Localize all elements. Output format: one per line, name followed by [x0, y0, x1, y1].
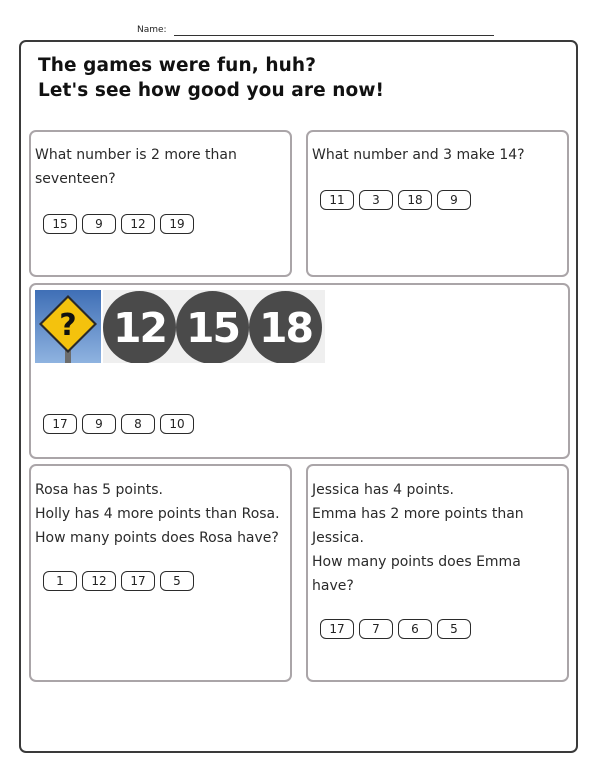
question-2-text	[312, 143, 525, 167]
answer-choice[interactable]: 17	[320, 619, 354, 639]
question-4-line: How many points does Rosa have?	[35, 530, 279, 546]
question-5-line: Emma has 2 more points than	[312, 506, 524, 522]
name-input-line[interactable]	[174, 35, 494, 36]
answer-choice[interactable]: 8	[121, 414, 155, 434]
question-3-choices	[43, 414, 194, 434]
number-sequence	[103, 290, 325, 363]
answer-choice[interactable]: 11	[320, 190, 354, 210]
question-1-choices	[43, 214, 194, 234]
question-5-text	[312, 478, 524, 598]
answer-choice[interactable]: 3	[359, 190, 393, 210]
question-5-line: How many points does Emma	[312, 554, 521, 570]
name-label: Name:	[137, 25, 167, 35]
question-4-line: Holly has 4 more points than Rosa.	[35, 506, 280, 522]
answer-choice[interactable]: 7	[359, 619, 393, 639]
answer-choice[interactable]: 15	[43, 214, 77, 234]
question-1-line: seventeen?	[35, 171, 116, 187]
question-mark-sign-icon	[35, 290, 101, 363]
answer-choice[interactable]: 17	[43, 414, 77, 434]
answer-choice[interactable]: 17	[121, 571, 155, 591]
answer-choice[interactable]: 1	[43, 571, 77, 591]
question-sign-image	[35, 290, 101, 363]
question-4-line: Rosa has 5 points.	[35, 482, 163, 498]
answer-choice[interactable]: 5	[160, 571, 194, 591]
question-5-choices	[320, 619, 471, 639]
svg-text:?: ?	[59, 308, 77, 343]
answer-choice[interactable]: 5	[437, 619, 471, 639]
question-5-line: have?	[312, 578, 354, 594]
question-2-line: What number and 3 make 14?	[312, 147, 525, 163]
sequence-number: 18	[249, 291, 322, 363]
worksheet-title	[38, 53, 384, 103]
sequence-number: 15	[176, 291, 249, 363]
sequence-number: 12	[103, 291, 176, 363]
answer-choice[interactable]: 9	[82, 214, 116, 234]
answer-choice[interactable]: 12	[121, 214, 155, 234]
answer-choice[interactable]: 9	[437, 190, 471, 210]
answer-choice[interactable]: 12	[82, 571, 116, 591]
answer-choice[interactable]: 6	[398, 619, 432, 639]
question-4-text	[35, 478, 280, 550]
question-2-choices	[320, 190, 471, 210]
question-4-choices	[43, 571, 194, 591]
question-5-line: Jessica has 4 points.	[312, 482, 454, 498]
answer-choice[interactable]: 10	[160, 414, 194, 434]
question-5-line: Jessica.	[312, 530, 364, 546]
answer-choice[interactable]: 9	[82, 414, 116, 434]
name-row	[137, 22, 497, 38]
answer-choice[interactable]: 18	[398, 190, 432, 210]
title-line-1: The games were fun, huh?	[38, 55, 317, 76]
question-1-text	[35, 143, 237, 191]
title-line-2: Let's see how good you are now!	[38, 80, 385, 101]
answer-choice[interactable]: 19	[160, 214, 194, 234]
question-1-line: What number is 2 more than	[35, 147, 237, 163]
